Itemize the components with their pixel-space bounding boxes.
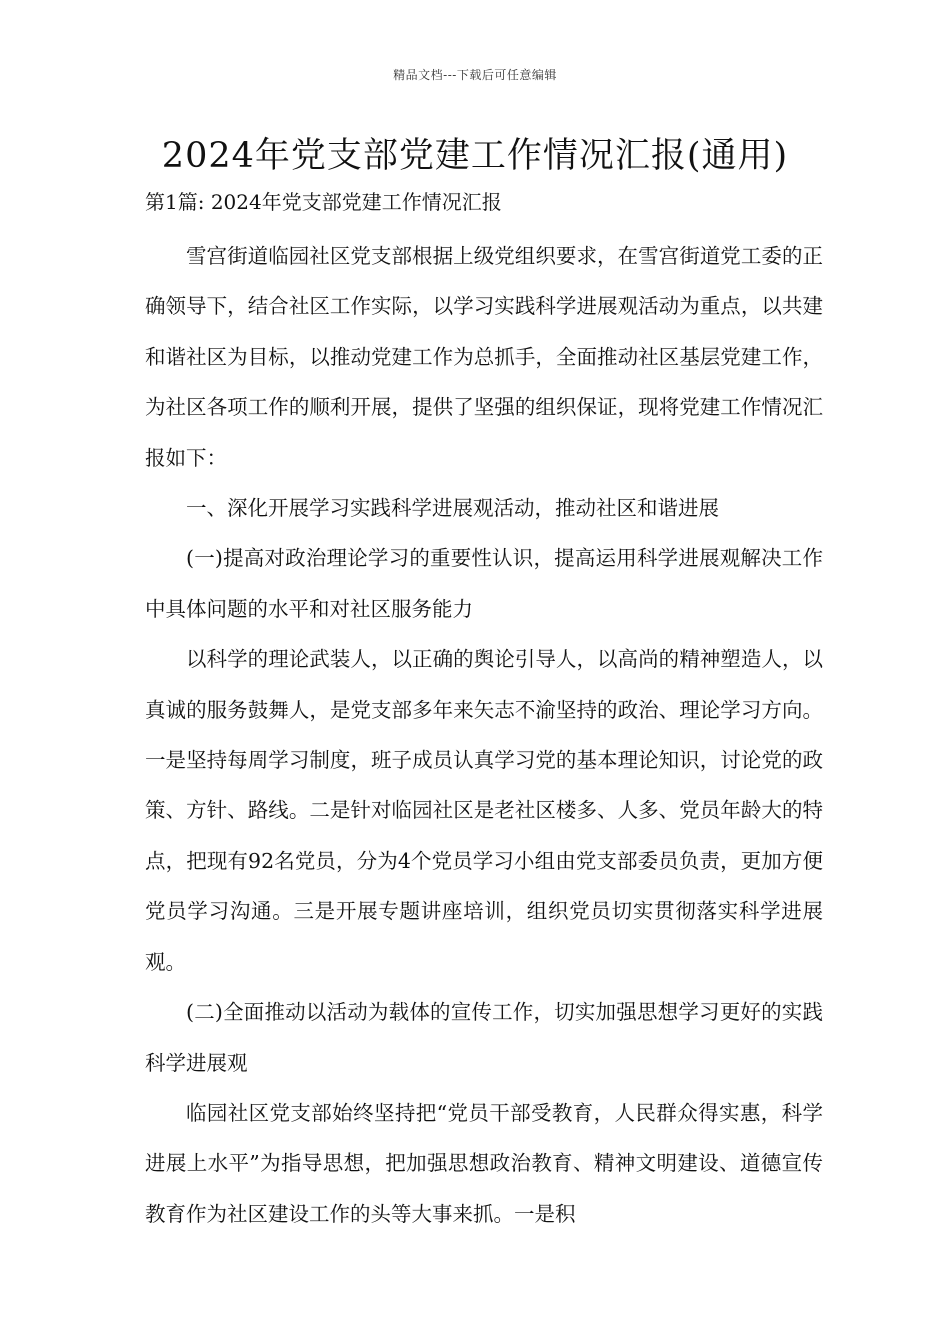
paragraph: 雪宫街道临园社区党支部根据上级党组织要求，在雪宫街道党工委的正确领导下，结合社区工作实际，以学习实践科学进展观活动为重点，以共建和谐社区为目标，以推动党建工作为总抓手，全面推动社区基层党建工作，为社区各项工作的顺利开展，提供了坚强的组织保证，现将党建工作情况汇报如下：: [145, 244, 823, 470]
document-subtitle: 第1篇: 2024年党支部党建工作情况汇报: [145, 190, 502, 214]
paragraph: 以科学的理论武装人，以正确的舆论引导人，以高尚的精神塑造人，以真诚的服务鼓舞人，是党支部多年来矢志不渝坚持的政治、理论学习方向。一是坚持每周学习制度，班子成员认真学习党的基本理论知识，讨论党的政策、方针、路线。二是针对临园社区是老社区楼多、人多、党员年龄大的特点，把现有92名党员，分为4个党员学习小组由党支部委员负责，更加方便党员学习沟通。三是开展专题讲座培训，组织党员切实贯彻落实科学进展观。: [145, 647, 823, 974]
document-title: 2024年党支部党建工作情况汇报(通用): [161, 136, 789, 176]
document-body: [145, 231, 823, 1239]
section-heading: 一、深化开展学习实践科学进展观活动，推动社区和谐进展: [186, 496, 719, 521]
subsection-heading: (二)全面推动以活动为载体的宣传工作，切实加强思想学习更好的实践科学进展观: [145, 1000, 823, 1075]
subsection-heading: (一)提高对政治理论学习的重要性认识，提高运用科学进展观解决工作中具体问题的水平和对社区服务能力: [145, 546, 823, 621]
paragraph: 临园社区党支部始终坚持把“党员干部受教育，人民群众得实惠，科学进展上水平”为指导思想，把加强思想政治教育、精神文明建设、道德宣传教育作为社区建设工作的头等大事来抓。一是积: [145, 1100, 823, 1226]
header-note: 精品文档---下载后可任意编辑: [393, 68, 557, 82]
